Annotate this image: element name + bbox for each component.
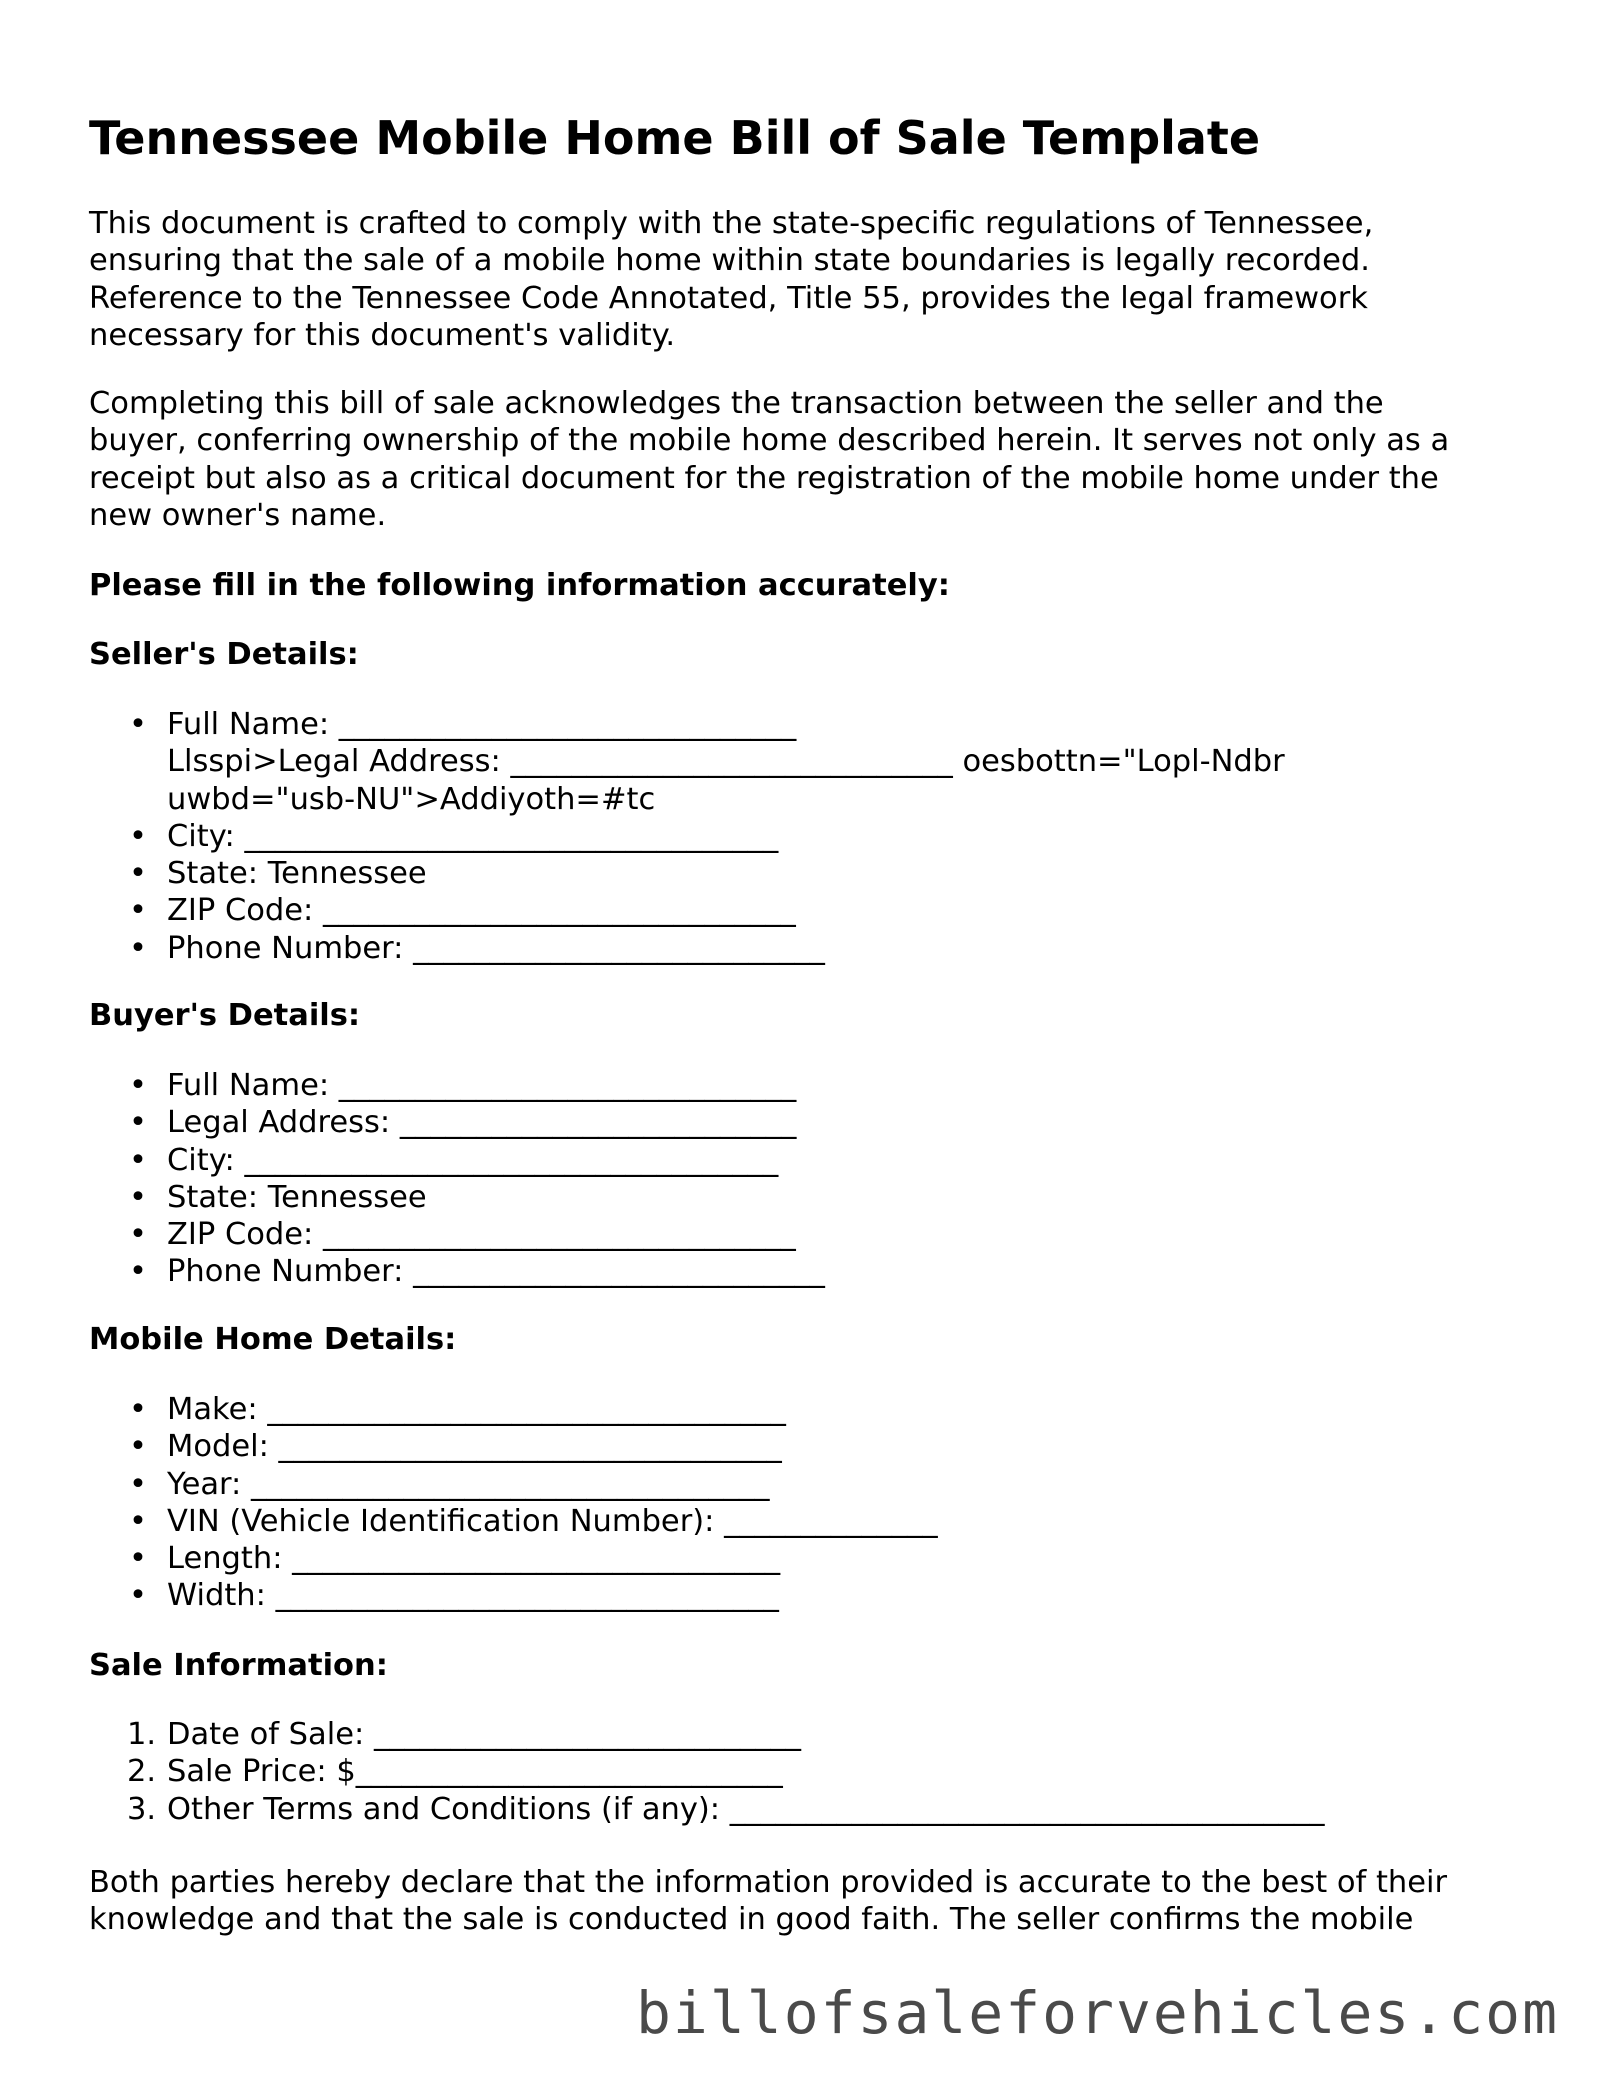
bullet-marker: • [129, 856, 147, 892]
number-marker: 1. [127, 1717, 157, 1752]
list-item [89, 1142, 825, 1179]
list-item [89, 1503, 938, 1540]
mobile-home-heading: Mobile Home Details: [89, 1322, 457, 1357]
list-item [89, 1428, 938, 1465]
bullet-marker: • [129, 1105, 147, 1141]
document-title: Tennessee Mobile Home Bill of Sale Template [89, 111, 1261, 165]
text-line: buyer, conferring ownership of the mobile home described herein. It serves not only as a [89, 423, 1450, 459]
field-city[interactable]: City: ___________________________________ [167, 818, 779, 854]
site-watermark: billofsaleforvehicles.com [636, 1979, 1559, 2047]
bullet-marker: • [129, 1392, 147, 1427]
bullet-marker: • [129, 1503, 147, 1539]
bullet-marker: • [129, 1578, 147, 1614]
buyer-heading: Buyer's Details: [89, 998, 361, 1033]
list-item [89, 1466, 938, 1503]
field-state: State: Tennessee [167, 1179, 427, 1215]
list-item [89, 930, 1285, 967]
text-line: Reference to the Tennessee Code Annotated, Title 55, provides the legal framework [89, 280, 1368, 316]
field-full-name[interactable]: Full Name: ______________________________ [167, 1068, 797, 1103]
instruction-heading: Please fill in the following information accurately: [89, 568, 950, 603]
list-item [89, 1253, 825, 1290]
field-make[interactable]: Make: __________________________________ [167, 1392, 786, 1427]
field-city[interactable]: City: ___________________________________ [167, 1142, 779, 1178]
text-line: receipt but also as a critical document for the registration of the mobile home under the [89, 460, 1439, 496]
list-item [89, 1540, 938, 1577]
text-line: knowledge and that the sale is conducted in good faith. The seller confirms the mobile [89, 1902, 1414, 1938]
bullet-marker: • [129, 818, 147, 854]
field-width[interactable]: Width: _________________________________ [167, 1578, 779, 1614]
text-line: necessary for this document's validity. [89, 317, 676, 353]
bullet-marker: • [129, 1179, 147, 1215]
list-item [89, 1577, 938, 1614]
field-state: State: Tennessee [167, 856, 427, 892]
field-other-terms[interactable]: Other Terms and Conditions (if any): _______________________________________ [167, 1791, 1325, 1827]
mobile-home-details-list [89, 1391, 938, 1615]
field-legal-address[interactable]: Legal Address: __________________________ [167, 1105, 797, 1141]
bullet-marker: • [129, 1068, 147, 1103]
list-item [89, 818, 1285, 855]
field-legal-address-overflow: uwbd="usb-NU">Addiyoth=#tc [167, 781, 656, 817]
list-item [89, 892, 1285, 929]
sale-information-heading: Sale Information: [89, 1648, 388, 1683]
field-date-of-sale[interactable]: Date of Sale: ____________________________ [167, 1717, 801, 1752]
text-line: ensuring that the sale of a mobile home within state boundaries is legally recorded. [89, 243, 1370, 279]
bullet-marker: • [129, 930, 147, 966]
text-line: Completing this bill of sale acknowledges the transaction between the seller and the [89, 386, 1384, 421]
field-year[interactable]: Year: __________________________________ [167, 1466, 770, 1502]
field-full-name[interactable]: Full Name: ______________________________ [167, 707, 797, 742]
field-zip-code[interactable]: ZIP Code: _______________________________ [167, 1217, 796, 1253]
field-model[interactable]: Model: _________________________________ [167, 1429, 782, 1465]
list-item [89, 1716, 1325, 1753]
field-phone-number[interactable]: Phone Number: ___________________________ [167, 930, 825, 966]
list-item [89, 1104, 825, 1141]
field-legal-address[interactable]: Llsspi>Legal Address: _____________________________ oesbottn="Lopl-Ndbr [167, 744, 1285, 780]
bullet-marker: • [129, 1217, 147, 1253]
list-item [89, 1067, 825, 1104]
closing-paragraph [89, 1864, 1509, 1939]
intro-paragraph-1 [89, 205, 1509, 354]
number-marker: 3. [127, 1791, 157, 1827]
list-item [89, 1216, 825, 1253]
field-sale-price[interactable]: Sale Price: $____________________________ [167, 1754, 783, 1790]
list-item [89, 855, 1285, 892]
sale-information-list [89, 1716, 1325, 1828]
bullet-marker: • [129, 1429, 147, 1465]
number-marker: 2. [127, 1754, 157, 1790]
seller-details-list [89, 706, 1285, 967]
bullet-marker: • [129, 1466, 147, 1502]
intro-paragraph-2 [89, 385, 1509, 534]
list-item [89, 1179, 825, 1216]
list-item [89, 1753, 1325, 1790]
list-item [89, 1791, 1325, 1828]
bullet-marker: • [129, 893, 147, 929]
seller-heading: Seller's Details: [89, 637, 359, 672]
bullet-marker: • [129, 1142, 147, 1178]
list-item [89, 1391, 938, 1428]
text-line: Both parties hereby declare that the information provided is accurate to the best of their [89, 1865, 1448, 1900]
bullet-marker: • [129, 707, 147, 742]
field-phone-number[interactable]: Phone Number: ___________________________ [167, 1254, 825, 1290]
field-vin[interactable]: VIN (Vehicle Identification Number): ______________ [167, 1503, 938, 1539]
text-line: This document is crafted to comply with the state-specific regulations of Tennessee, [89, 206, 1374, 241]
field-zip-code[interactable]: ZIP Code: _______________________________ [167, 893, 796, 929]
bullet-marker: • [129, 1541, 147, 1577]
text-line: new owner's name. [89, 497, 387, 533]
buyer-details-list [89, 1067, 825, 1291]
list-item [89, 706, 1285, 818]
bullet-marker: • [129, 1254, 147, 1290]
field-length[interactable]: Length: ________________________________ [167, 1541, 781, 1577]
